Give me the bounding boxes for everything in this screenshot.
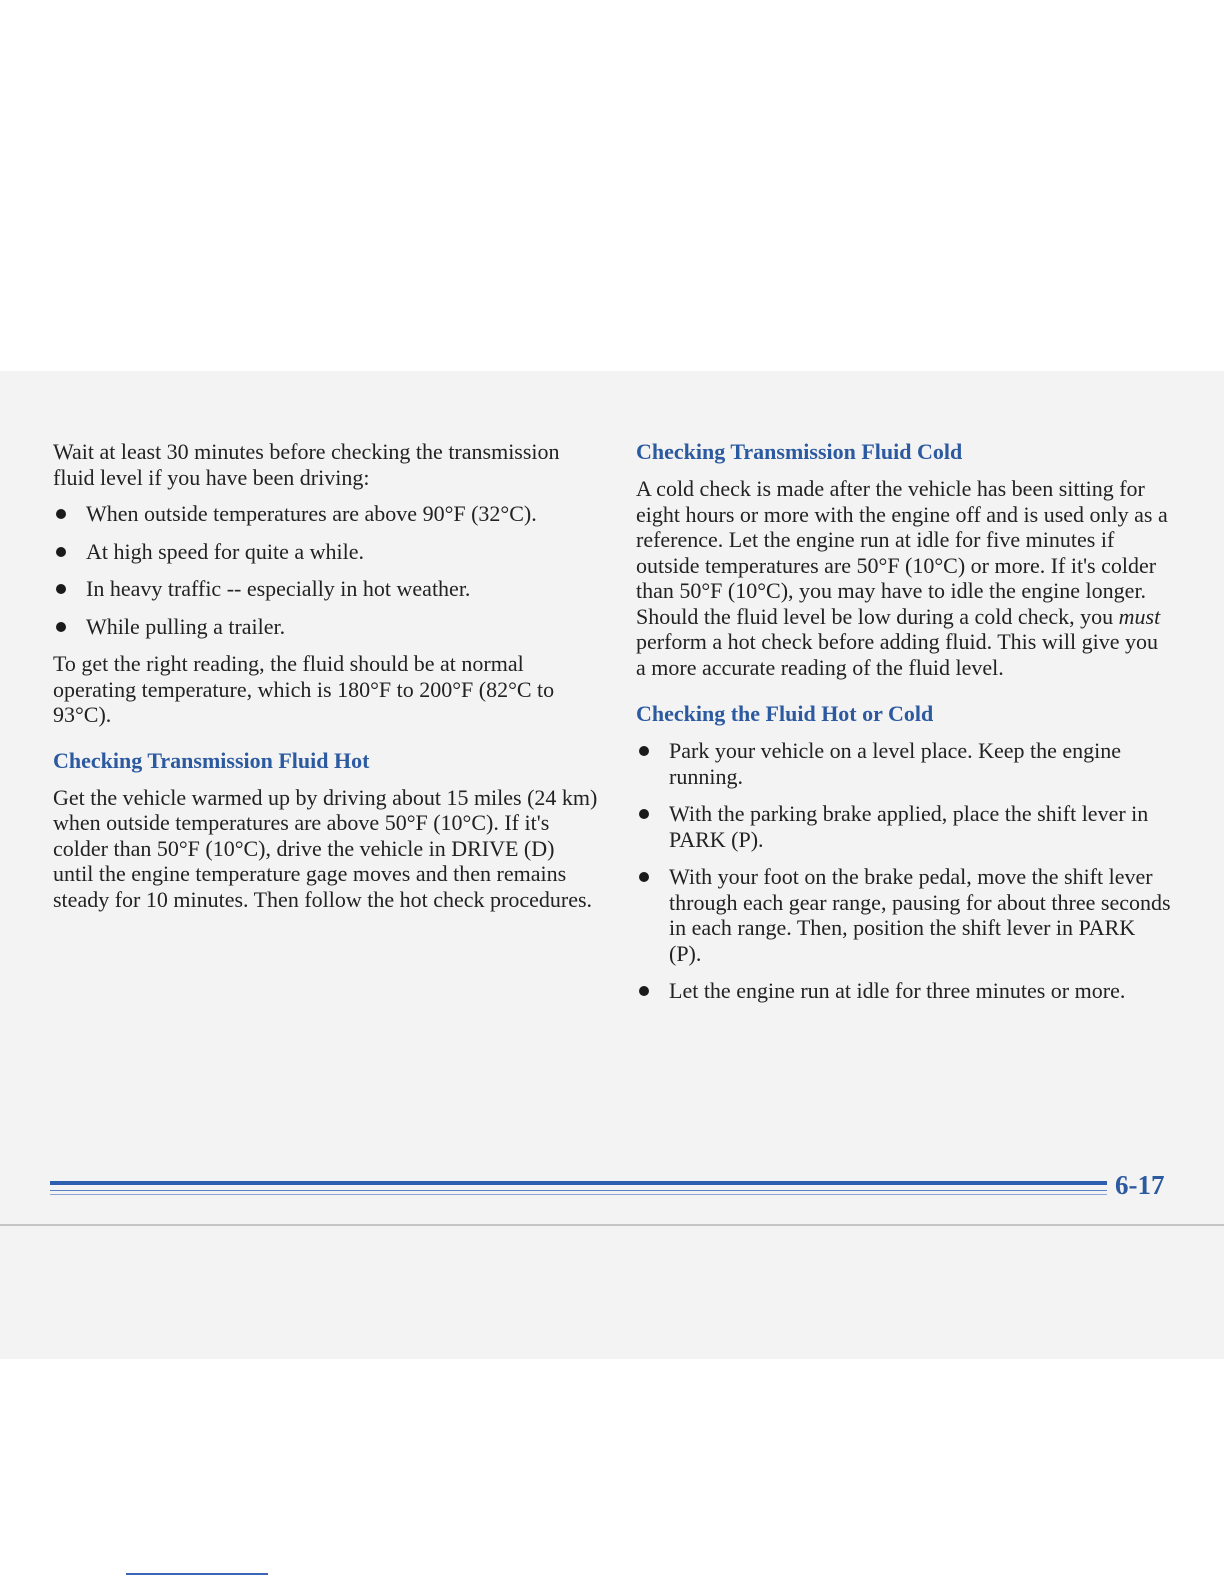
list-item-text: At high speed for quite a while.: [86, 538, 364, 564]
hot-or-cold-heading: Checking the Fluid Hot or Cold: [636, 701, 934, 726]
page-number: 6-17: [1115, 1170, 1165, 1200]
list-item: [53, 539, 598, 565]
footer-rule-thick: [50, 1181, 1107, 1185]
driving-conditions-list: [53, 501, 598, 639]
footer-rule-thin: [50, 1190, 1107, 1191]
list-item: [636, 801, 1171, 852]
cold-check-heading: Checking Transmission Fluid Cold: [636, 439, 963, 464]
list-item: [53, 614, 598, 640]
list-item: [636, 738, 1171, 789]
bullet-icon: [56, 622, 66, 632]
bullet-icon: [56, 509, 66, 519]
procedure-list: [636, 738, 1171, 1004]
cold-check-text-part2: perform a hot check before adding fluid. This will give you a more accurate reading of the fluid level.: [636, 629, 1158, 680]
list-item-text: When outside temperatures are above 90°F (32°C).: [86, 501, 537, 526]
reading-paragraph: To get the right reading, the fluid should be at normal operating temperature, which is 180°F to 200°F (82°C to 93°C).: [53, 651, 555, 727]
cold-check-paragraph: [636, 476, 1171, 680]
list-item: [53, 576, 598, 602]
list-item-text: With the parking brake applied, place the shift lever in PARK (P).: [669, 801, 1149, 852]
hot-check-paragraph: Get the vehicle warmed up by driving about 15 miles (24 km) when outside temperatures are above 50°F (10°C). If it's colder than 50°F (10°C), drive the vehicle in DRIVE (D) until the engine temperature gage moves and then remains steady for 10 minutes. Then follow the hot check procedures.: [53, 784, 598, 912]
bullet-icon: [639, 986, 649, 996]
cold-check-emphasis: must: [1118, 603, 1161, 629]
bullet-icon: [56, 584, 66, 594]
bullet-icon: [639, 809, 649, 819]
list-item-text: With your foot on the brake pedal, move the shift lever through each gear range, pausing for about three seconds in each range. Then, position the shift lever in PARK (P).: [669, 864, 1171, 966]
list-item-text: Park your vehicle on a level place. Keep the engine running.: [669, 738, 1122, 789]
bottom-mark: [126, 1573, 268, 1575]
cold-check-text-part1: A cold check is made after the vehicle has been sitting for eight hours or more with the engine off and is used only as a reference. Let the engine run at idle for five minutes if outside temperatures are 50°F (10°C) or more. If it's colder than 50°F (10°C), you may have to idle the engine longer. Should the fluid level be low during a cold check, you: [636, 476, 1168, 629]
footer-rule-thin: [50, 1194, 1107, 1195]
bullet-icon: [639, 746, 649, 756]
list-item-text: While pulling a trailer.: [86, 613, 286, 639]
intro-paragraph: Wait at least 30 minutes before checking the transmission fluid level if you have been driving:: [53, 439, 560, 490]
list-item: [53, 501, 598, 527]
list-item: [636, 864, 1171, 966]
list-item-text: In heavy traffic -- especially in hot weather.: [86, 576, 471, 601]
bullet-icon: [639, 872, 649, 882]
hot-check-heading: Checking Transmission Fluid Hot: [53, 747, 370, 773]
page-bottom-divider: [0, 1224, 1224, 1226]
list-item-text: Let the engine run at idle for three minutes or more.: [669, 978, 1126, 1003]
bullet-icon: [56, 547, 66, 557]
list-item: [636, 978, 1171, 1004]
left-column: [53, 439, 598, 923]
right-column: [636, 439, 1171, 1016]
